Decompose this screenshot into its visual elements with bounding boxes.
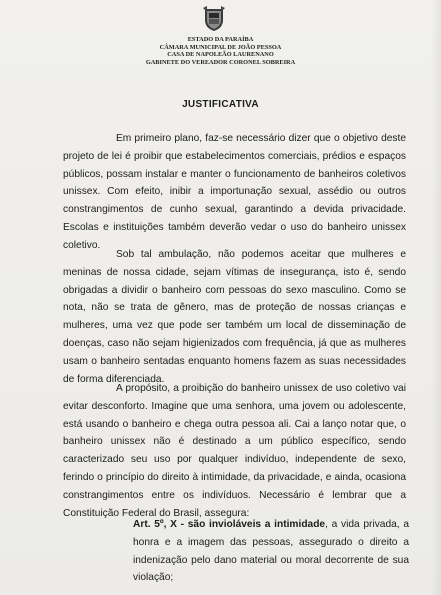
coat-of-arms-emblem [203,6,225,32]
letterhead [0,36,441,66]
letterhead-house: CASA DE NAPOLEÃO LAURENANO [167,51,274,59]
paragraph-3-text: A propósito, a proibição do banheiro unissex de uso coletivo vai evitar desconforto. Imagine que uma senhora, uma jovem ou adolescente, está usando o banheiro e chega outra pessoa ali. Cai a lanço notar que, o banheiro unissex não é destinado a um público específico, sendo caracterizado seu uso por qualquer indivíduo, independente de sexo, ferindo o princípio do direito à intimidade, da privacidade, e ainda, ocasiona constrangimentos entre os indivíduos. Necessário é lembrar que a Constituição Federal do Brasil, assegura: [63,383,406,519]
paragraph-2-text: Sob tal ambulação, não podemos aceitar que mulheres e meninas de nossa cidade, sejam vítimas de insegurança, isto é, sendo obrigadas a dividir o banheiro com pessoas do sexo masculino. Como se nota, não se trata de gênero, mas de proteção de nossas crianças e mulheres, uma vez que pode ser também um local de disseminação de doenças, caso não sejam higienizados com frequência, já que as mulheres usam o banheiro sentadas enquanto homens fazem as suas necessidades de forma diferenciada. [63,249,406,385]
paragraph-1-text: Em primeiro plano, faz-se necessário dizer que o objetivo deste projeto de lei é proibir que estabelecimentos comerciais, prédios e espaços públicos, possam instalar e manter o funcionamento de banheiros coletivos unissex. Com efeito, inibir a importunação sexual, assédio ou outros constrangimentos de cunho sexual, garantindo a devida privacidade. Escolas e instituições também deverão vedar o uso do banheiro unissex coletivo. [63,133,406,251]
letterhead-office: GABINETE DO VEREADOR CORONEL SOBREIRA [145,58,296,66]
paragraph-3 [63,380,406,522]
page-edge-shadow [431,0,441,595]
document-title: JUSTIFICATIVA [182,99,259,110]
letterhead-chamber: CÂMARA MUNICIPAL DE JOÃO PESSOA [159,43,282,51]
paragraph-1 [63,130,406,255]
constitution-quote [133,516,409,587]
quote-article: Art. 5º, X - são invioláveis a intimidade [133,519,326,530]
paragraph-2 [63,246,406,388]
letterhead-state: ESTADO DA PARAÍBA [187,36,254,43]
quote-text: , a vida privada, a honra e a imagem das pessoas, assegurado o direito a indenização pelo dano material ou moral decorrente de sua violação; [133,519,409,584]
